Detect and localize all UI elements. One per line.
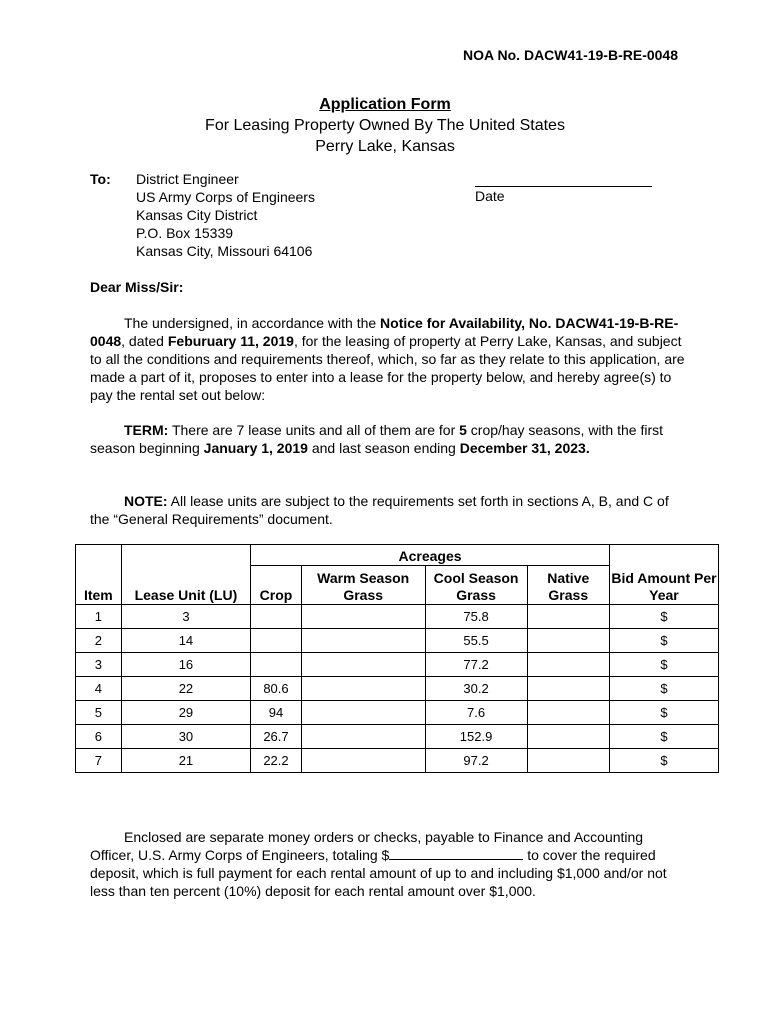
address-lines bbox=[136, 170, 315, 260]
cell-bid[interactable]: $ bbox=[609, 677, 718, 701]
cell-warm bbox=[301, 677, 425, 701]
salutation: Dear Miss/Sir: bbox=[90, 279, 184, 295]
cell-native bbox=[527, 677, 609, 701]
cell-item: 1 bbox=[76, 605, 122, 629]
cell-cool: 55.5 bbox=[425, 629, 527, 653]
table-row bbox=[76, 629, 719, 653]
title-block bbox=[0, 94, 770, 157]
table-row bbox=[76, 677, 719, 701]
cell-cool: 7.6 bbox=[425, 701, 527, 725]
cell-lease-unit: 14 bbox=[121, 629, 250, 653]
intro-text: , for the leasing of property at Perry Lake, Kansas, and subject to all the conditions and requirements thereof, which, so far as they relate to this application, are made a part of it, proposes to enter into a lease for the property below, and hereby agree(s) to pay the rental set out below: bbox=[90, 333, 685, 403]
cell-lease-unit: 21 bbox=[121, 749, 250, 773]
table-row bbox=[76, 701, 719, 725]
cell-item: 4 bbox=[76, 677, 122, 701]
cell-cool: 152.9 bbox=[425, 725, 527, 749]
intro-text: , dated bbox=[121, 333, 168, 349]
table-row bbox=[76, 653, 719, 677]
cell-native bbox=[527, 653, 609, 677]
cell-crop bbox=[251, 653, 302, 677]
cell-native bbox=[527, 749, 609, 773]
date-signature-line[interactable] bbox=[475, 186, 652, 187]
address-line: US Army Corps of Engineers bbox=[136, 189, 315, 205]
cell-native bbox=[527, 725, 609, 749]
table-row bbox=[76, 749, 719, 773]
cell-cool: 30.2 bbox=[425, 677, 527, 701]
header-crop: Crop bbox=[251, 566, 302, 605]
cell-cool: 77.2 bbox=[425, 653, 527, 677]
deposit-text: to cover the required deposit, which is full payment for each rental amount of up to and including $1,000 and/or not less than ten percent (10%) deposit for each rental amount over $1,000. bbox=[90, 847, 667, 899]
header-item: Item bbox=[76, 545, 122, 605]
cell-crop: 94 bbox=[251, 701, 302, 725]
header-acreages: Acreages bbox=[251, 545, 610, 566]
cell-bid[interactable]: $ bbox=[609, 653, 718, 677]
cell-native bbox=[527, 629, 609, 653]
deposit-total-blank[interactable] bbox=[389, 847, 523, 860]
intro-paragraph bbox=[90, 314, 690, 404]
cell-crop: 80.6 bbox=[251, 677, 302, 701]
deposit-text: Enclosed are separate money orders or checks, payable to Finance and Accounting Officer, U.S. Army Corps of Engineers, totaling $ bbox=[90, 829, 644, 863]
cell-warm bbox=[301, 605, 425, 629]
cell-lease-unit: 3 bbox=[121, 605, 250, 629]
term-paragraph bbox=[90, 421, 690, 457]
address-line: Kansas City District bbox=[136, 207, 258, 223]
cell-lease-unit: 16 bbox=[121, 653, 250, 677]
cell-item: 5 bbox=[76, 701, 122, 725]
form-title: Application Form bbox=[319, 96, 451, 113]
cell-item: 6 bbox=[76, 725, 122, 749]
term-text: and last season ending bbox=[307, 440, 460, 456]
term-text: There are 7 lease units and all of them are for bbox=[168, 422, 460, 438]
form-location: Perry Lake, Kansas bbox=[315, 138, 455, 155]
cell-bid[interactable]: $ bbox=[609, 749, 718, 773]
cell-lease-unit: 22 bbox=[121, 677, 250, 701]
table-row bbox=[76, 605, 719, 629]
cell-native bbox=[527, 605, 609, 629]
header-lease-unit: Lease Unit (LU) bbox=[121, 545, 250, 605]
cell-bid[interactable]: $ bbox=[609, 629, 718, 653]
cell-item: 2 bbox=[76, 629, 122, 653]
cell-bid[interactable]: $ bbox=[609, 725, 718, 749]
address-line: District Engineer bbox=[136, 171, 239, 187]
cell-bid[interactable]: $ bbox=[609, 605, 718, 629]
cell-crop bbox=[251, 605, 302, 629]
cell-native bbox=[527, 701, 609, 725]
cell-cool: 75.8 bbox=[425, 605, 527, 629]
noa-number: NOA No. DACW41-19-B-RE-0048 bbox=[463, 47, 678, 63]
table-row bbox=[76, 725, 719, 749]
address-line: P.O. Box 15339 bbox=[136, 225, 234, 241]
lease-units-table bbox=[75, 544, 719, 773]
cell-warm bbox=[301, 725, 425, 749]
cell-crop: 22.2 bbox=[251, 749, 302, 773]
cell-warm bbox=[301, 629, 425, 653]
date-label: Date bbox=[475, 188, 505, 204]
cell-item: 3 bbox=[76, 653, 122, 677]
term-end: December 31, 2023. bbox=[459, 440, 590, 456]
term-start: January 1, 2019 bbox=[203, 440, 308, 456]
header-cool-season: Cool Season Grass bbox=[425, 566, 527, 605]
notice-date: Feburuary 11, 2019 bbox=[167, 333, 294, 349]
note-text: All lease units are subject to the requirements set forth in sections A, B, and C of the “General Requirements” document. bbox=[90, 493, 669, 527]
cell-bid[interactable]: $ bbox=[609, 701, 718, 725]
cell-warm bbox=[301, 749, 425, 773]
cell-cool: 97.2 bbox=[425, 749, 527, 773]
cell-lease-unit: 29 bbox=[121, 701, 250, 725]
header-native-grass: Native Grass bbox=[527, 566, 609, 605]
cell-warm bbox=[301, 653, 425, 677]
form-subtitle: For Leasing Property Owned By The United States bbox=[205, 117, 565, 134]
note-paragraph bbox=[90, 492, 690, 528]
season-count: 5 bbox=[459, 422, 467, 438]
deposit-paragraph bbox=[90, 828, 690, 900]
to-label: To: bbox=[90, 171, 111, 187]
term-label: TERM: bbox=[124, 422, 169, 438]
cell-item: 7 bbox=[76, 749, 122, 773]
cell-lease-unit: 30 bbox=[121, 725, 250, 749]
intro-text: The undersigned, in accordance with the bbox=[124, 315, 381, 331]
address-line: Kansas City, Missouri 64106 bbox=[136, 243, 313, 259]
header-bid: Bid Amount Per Year bbox=[609, 545, 718, 605]
cell-crop bbox=[251, 629, 302, 653]
cell-warm bbox=[301, 701, 425, 725]
notice-number: Notice for Availability, No. DACW41-19-B-RE-0048 bbox=[90, 315, 679, 349]
header-warm-season: Warm Season Grass bbox=[301, 566, 425, 605]
term-text: crop/hay seasons, with the first season beginning bbox=[90, 422, 664, 456]
note-label: NOTE: bbox=[124, 493, 168, 509]
cell-crop: 26.7 bbox=[251, 725, 302, 749]
